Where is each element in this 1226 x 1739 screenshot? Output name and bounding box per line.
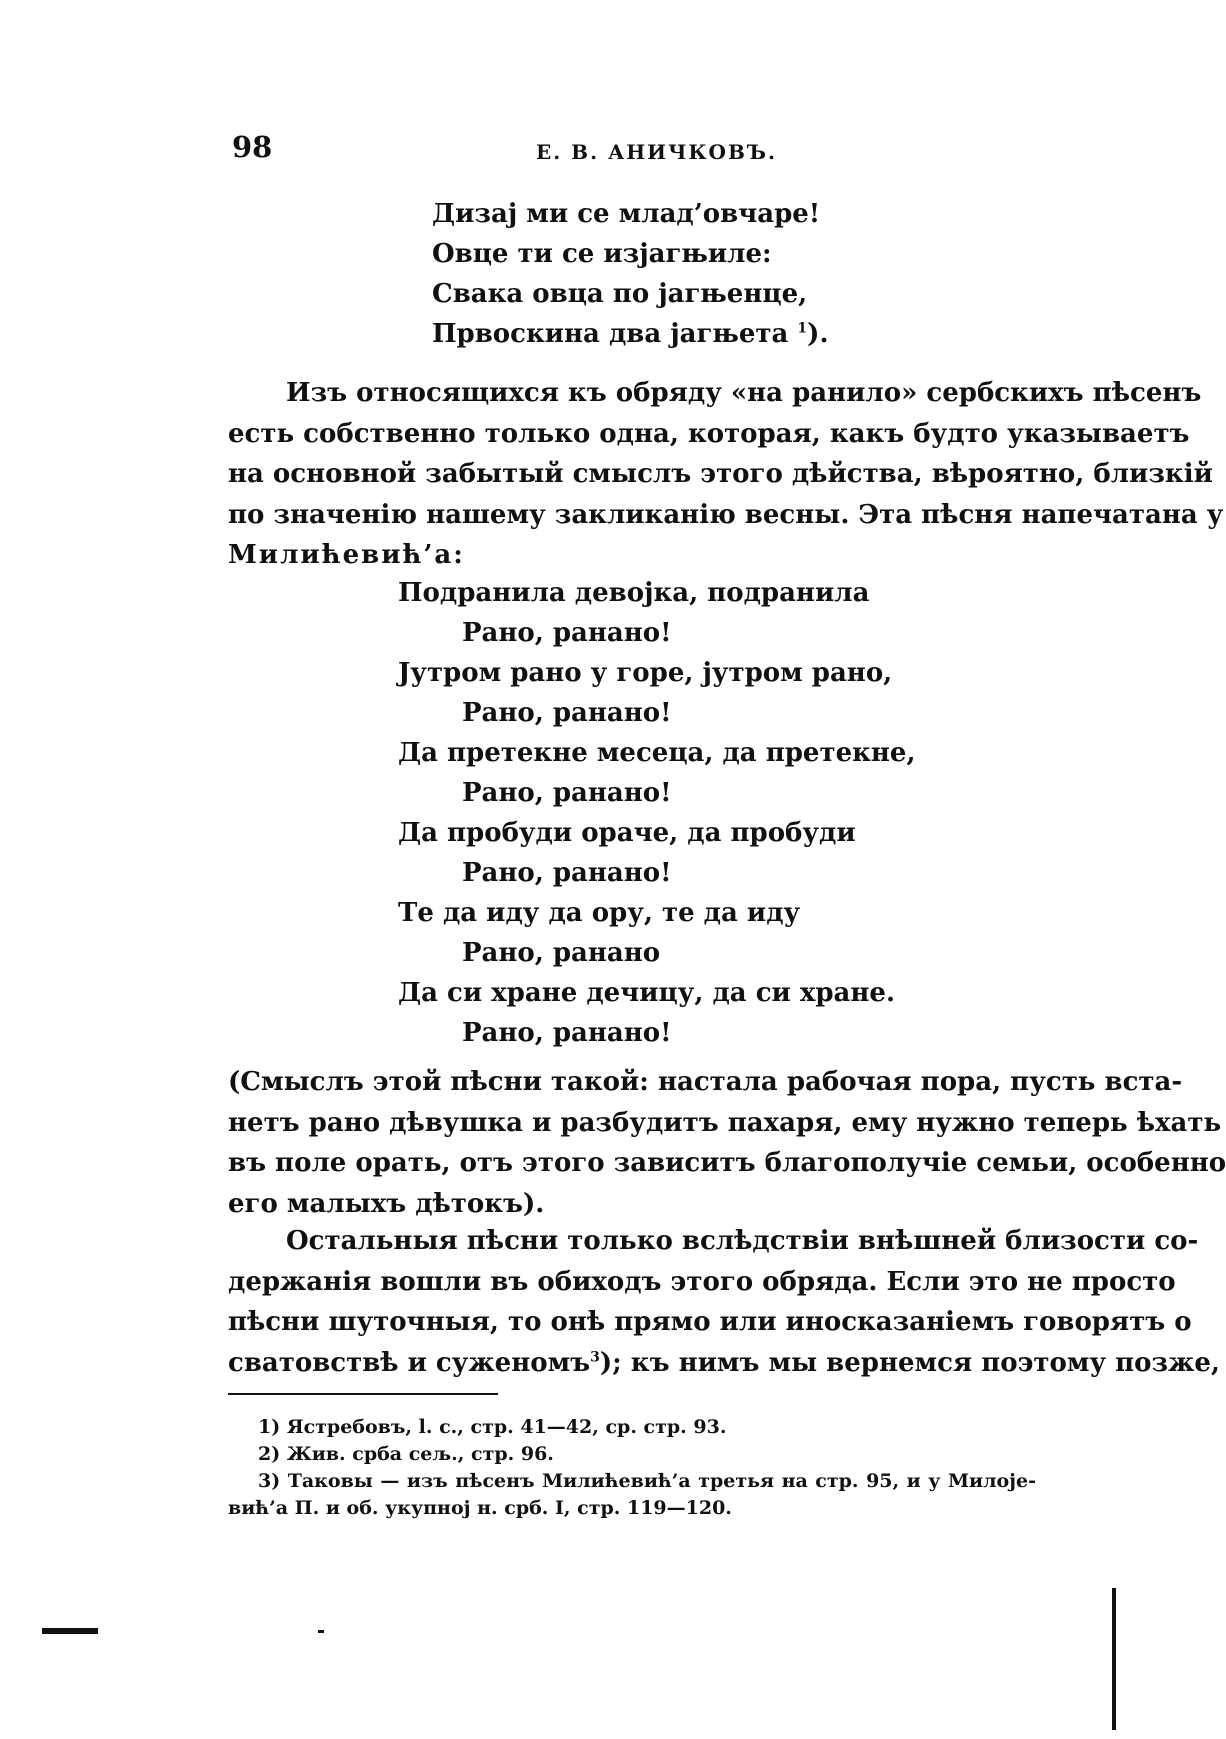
- paragraph-1: [228, 373, 1224, 576]
- paragraph-line: Милићевић’а:: [228, 540, 465, 570]
- footnote-ref: 3: [590, 1348, 600, 1365]
- paragraph-line: Изъ относящихся къ обряду «на ранило» сербскихъ пѣсенъ: [286, 378, 1202, 408]
- verse-line: Да претекне месеца, да претекне,: [398, 738, 916, 768]
- verse-refrain: Рано, ранано!: [462, 778, 672, 808]
- paragraph-line: нетъ рано дѣвушка и разбудитъ пахаря, ему нужно теперь ѣхать: [228, 1107, 1222, 1138]
- verse-line: Овце ти се изјагњиле:: [432, 239, 772, 269]
- paragraph-line: [228, 1343, 1220, 1384]
- paragraph-line: въ поле орать, отъ этого зависитъ благополучіе семьи, особенно: [228, 1148, 1226, 1178]
- scan-mark: [42, 1628, 98, 1634]
- footnote-1: 1) Ястребовъ, l. c., стр. 41—42, ср. стр. 93.: [258, 1416, 727, 1438]
- verse-line-end: ).: [807, 319, 829, 349]
- verse-line: [432, 314, 829, 354]
- verse-refrain: Рано, ранано!: [462, 1018, 672, 1048]
- footnotes: [228, 1414, 1036, 1522]
- paragraph-line-end: ); къ нимъ мы вернемся поэтому позже,: [599, 1347, 1220, 1378]
- verse-block-1: [432, 194, 829, 354]
- paragraph-line: его малыхъ дѣтокъ).: [228, 1188, 545, 1219]
- scan-mark: [318, 1630, 324, 1633]
- verse-line: Подранила девојка, подранила: [398, 578, 870, 608]
- paragraph-2: [228, 1062, 1226, 1224]
- paragraph-line: (Смыслъ этой пѣсни такой: настала рабочая пора, пусть вста-: [228, 1067, 1183, 1097]
- verse-line: Дизај ми се млад’овчаре!: [432, 199, 821, 229]
- paragraph-line: держанія вошли въ обиходъ этого обряда. Если это не просто: [228, 1266, 1176, 1297]
- paragraph-line: на основной забытый смыслъ этого дѣйства, вѣроятно, близкій: [228, 459, 1213, 489]
- paragraph-line-text: сватовствѣ и суженомъ: [228, 1347, 591, 1378]
- verse-line: Да пробуди ораче, да пробуди: [398, 818, 856, 848]
- verse-line: Свака овца по јагњенце,: [432, 279, 808, 309]
- running-head: Е. В. АНИЧКОВЪ.: [536, 140, 777, 164]
- paragraph-line: пѣсни шуточныя, то онѣ прямо или иносказаніемъ говорятъ о: [228, 1307, 1192, 1337]
- verse-block-2: [398, 573, 916, 1053]
- verse-line: Те да иду да ору, те да иду: [398, 898, 801, 928]
- scan-edge-mark: [1112, 1588, 1116, 1730]
- footnote-3-continuation: вић’а П. и об. укупној н. срб. I, стр. 119—120.: [228, 1497, 732, 1519]
- verse-line: Да си хране дечицу, да си хране.: [398, 978, 896, 1008]
- footnote-rule: [228, 1393, 498, 1395]
- paragraph-line: Остальныя пѣсни только вслѣдствіи внѣшней близости со-: [286, 1226, 1199, 1256]
- verse-refrain: Рано, ранано: [462, 938, 661, 968]
- verse-line-text: Првоскина два јагњета: [432, 319, 789, 349]
- paragraph-3: [228, 1221, 1220, 1383]
- paragraph-line: есть собственно только одна, которая, какъ будто указываетъ: [228, 418, 1190, 449]
- verse-refrain: Рано, ранано!: [462, 618, 672, 648]
- page-number: 98: [232, 130, 273, 164]
- paragraph-line: по значенію нашему закликанію весны. Эта пѣсня напечатана у: [228, 499, 1224, 530]
- verse-refrain: Рано, ранано!: [462, 698, 672, 728]
- footnote-3: 3) Таковы — изъ пѣсенъ Милићевић’а третья на стр. 95, и у Милоје-: [258, 1470, 1036, 1492]
- footnote-2: 2) Жив. срба сељ., стр. 96.: [258, 1443, 554, 1465]
- verse-refrain: Рано, ранано!: [462, 858, 672, 888]
- verse-line: Јутром рано у горе, јутром рано,: [398, 658, 893, 688]
- footnote-ref: 1: [797, 320, 808, 337]
